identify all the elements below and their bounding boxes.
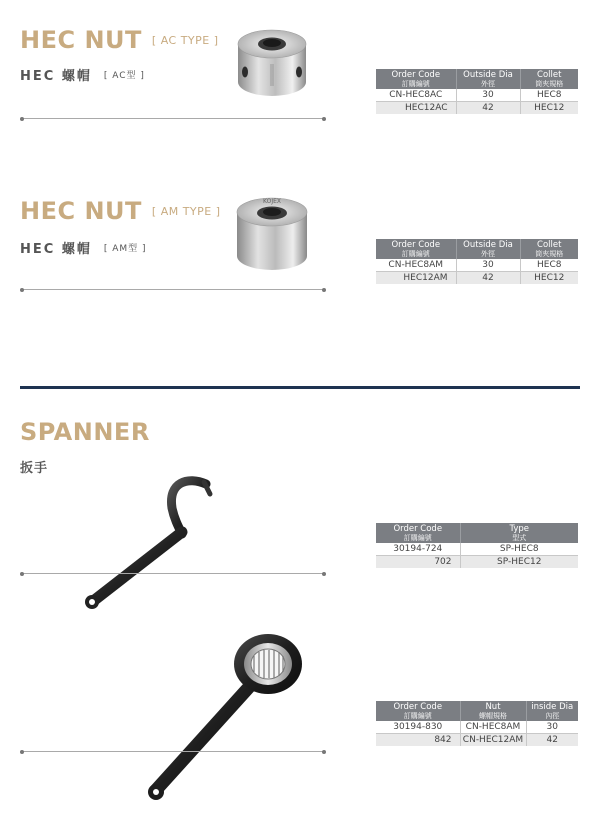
- table-cell: HEC12AM: [376, 272, 456, 285]
- col-header-outside-dia: Outside Dia 外徑: [456, 239, 520, 259]
- table-cell: CN-HEC8AM: [460, 721, 526, 734]
- section-title-spanner: [20, 418, 150, 446]
- col-header-nut: Nut 螺帽規格: [460, 701, 526, 721]
- section-divider: [22, 118, 324, 119]
- type-label: [ AM TYPE ]: [151, 205, 221, 218]
- section-subtitle-hec-nut-am: [20, 238, 147, 257]
- table-cell: HEC8: [520, 259, 578, 272]
- hec-nut-am-image: [232, 194, 312, 276]
- table-cell: 30194-724: [376, 543, 460, 556]
- table-cell: CN-HEC8AC: [376, 89, 456, 102]
- table-header-row: [376, 701, 578, 721]
- type-label: [ AC TYPE ]: [151, 34, 219, 47]
- section-title-hec-nut-ac: [20, 26, 219, 54]
- table-cell: 842: [376, 734, 460, 747]
- col-header-order-code: Order Code 訂購編號: [376, 701, 460, 721]
- table-cell: CN-HEC8AM: [376, 259, 456, 272]
- col-header-inside-dia: inside Dia 內徑: [526, 701, 578, 721]
- section-subtitle-hec-nut-ac: [20, 65, 145, 84]
- col-header-order-code: Order Code 訂購編號: [376, 69, 456, 89]
- title-text: HEC NUT: [20, 197, 142, 225]
- table-header-row: [376, 523, 578, 543]
- table-cell: HEC8: [520, 89, 578, 102]
- table-cell: HEC12AC: [376, 102, 456, 115]
- sub-type-label: [ AM型 ]: [103, 244, 147, 254]
- subtitle-text: HEC 螺帽: [20, 242, 92, 257]
- table-row: [376, 734, 578, 747]
- hec-nut-ac-image: [232, 26, 312, 102]
- table-cell: 30194-830: [376, 721, 460, 734]
- col-header-order-code: Order Code 訂購編號: [376, 239, 456, 259]
- table-cell: HEC12: [520, 102, 578, 115]
- section-divider: [22, 289, 324, 290]
- col-header-outside-dia: Outside Dia 外徑: [456, 69, 520, 89]
- spec-table-spanner-hook: [376, 523, 578, 568]
- table-cell: 30: [456, 259, 520, 272]
- col-header-collet: Collet 筒夾規格: [520, 69, 578, 89]
- section-divider: [22, 751, 324, 752]
- table-cell: SP-HEC12: [460, 556, 578, 569]
- subtitle-text: HEC 螺帽: [20, 69, 92, 84]
- col-header-collet: Collet 筒夾規格: [520, 239, 578, 259]
- table-cell: SP-HEC8: [460, 543, 578, 556]
- table-row: [376, 272, 578, 285]
- table-row: [376, 543, 578, 556]
- table-cell: CN-HEC12AM: [460, 734, 526, 747]
- title-text: HEC NUT: [20, 26, 142, 54]
- spec-table-hec-nut-am: [376, 239, 578, 284]
- col-header-type: Type 型式: [460, 523, 578, 543]
- section-divider: [22, 573, 324, 574]
- spec-table-hec-nut-ac: [376, 69, 578, 114]
- major-section-separator: [20, 386, 580, 389]
- section-subtitle-spanner: [20, 457, 48, 476]
- table-cell: 30: [456, 89, 520, 102]
- table-row: [376, 89, 578, 102]
- table-header-row: [376, 239, 578, 259]
- table-cell: 42: [526, 734, 578, 747]
- table-row: [376, 721, 578, 734]
- table-cell: 702: [376, 556, 460, 569]
- subtitle-text: 扳手: [20, 461, 49, 476]
- table-cell: 42: [456, 102, 520, 115]
- spec-table-spanner-ring: [376, 701, 578, 746]
- hook-spanner-image: [78, 474, 218, 618]
- section-title-hec-nut-am: [20, 197, 221, 225]
- ring-spanner-image: [138, 628, 312, 806]
- title-text: SPANNER: [20, 418, 150, 446]
- table-row: [376, 102, 578, 115]
- nut-marking-text: KOJEX: [263, 198, 281, 205]
- sub-type-label: [ AC型 ]: [103, 71, 145, 81]
- table-row: [376, 259, 578, 272]
- col-header-order-code: Order Code 訂購編號: [376, 523, 460, 543]
- table-header-row: [376, 69, 578, 89]
- table-cell: 30: [526, 721, 578, 734]
- table-cell: HEC12: [520, 272, 578, 285]
- table-cell: 42: [456, 272, 520, 285]
- table-row: [376, 556, 578, 569]
